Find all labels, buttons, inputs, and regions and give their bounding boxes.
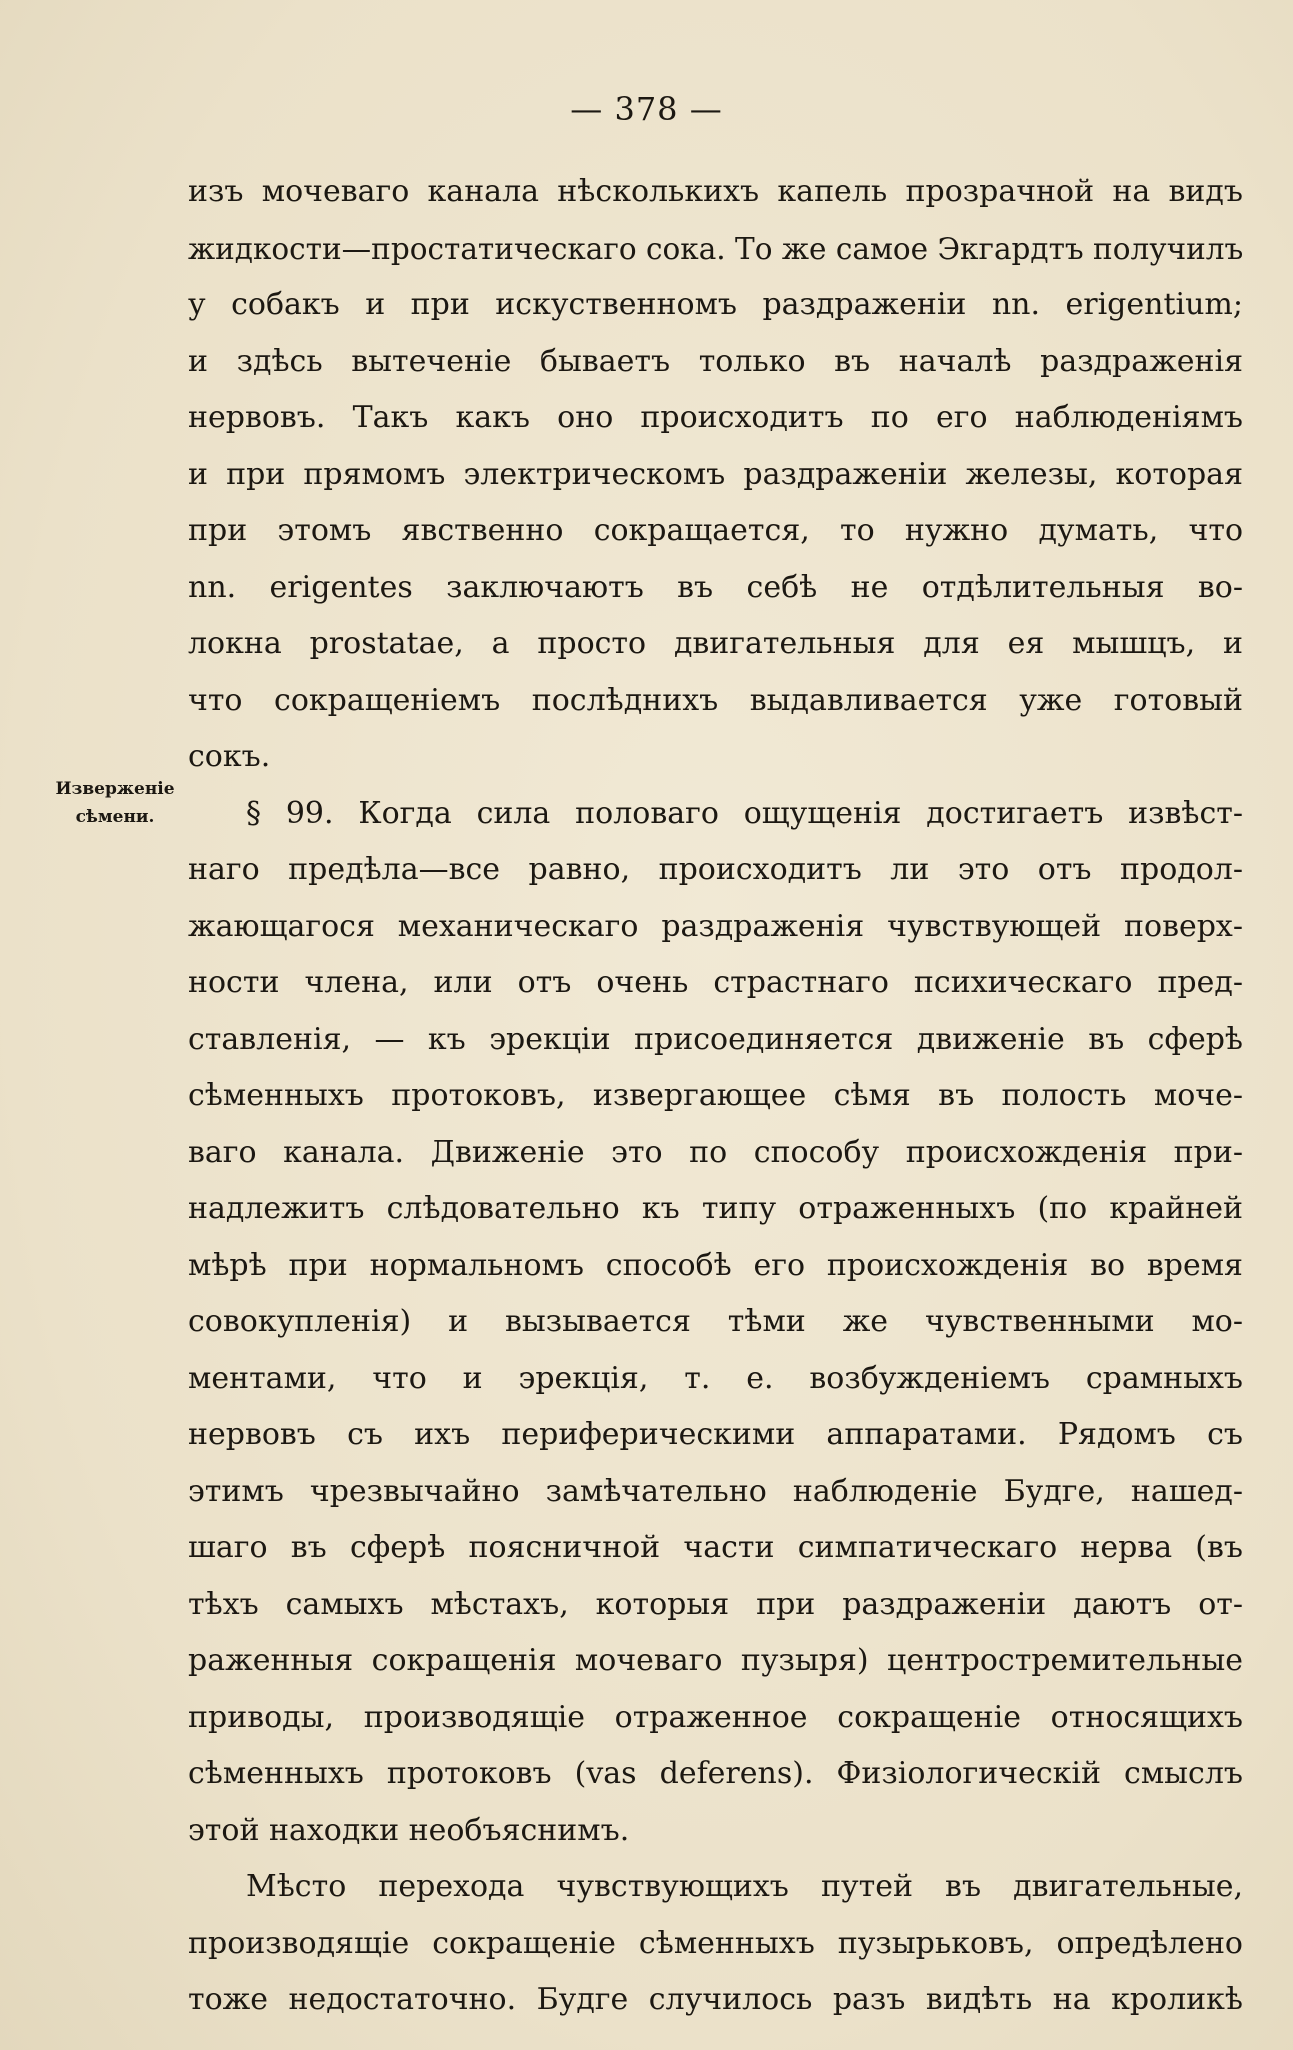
text-line: жидкости—простатическаго сока. То же самое Экгардтъ получилъ [188,231,1243,266]
text-line: наго предѣла—все равно, происходитъ ли это отъ продол- [188,852,1243,887]
margin-note-line-1: Изверженіе [55,779,175,799]
text-line: ваго канала. Движеніе это по способу происхожденія при- [188,1134,1243,1170]
text-line: приводы, производящіе отраженное сокращеніе относящихъ [188,1699,1243,1735]
text-line: ности члена, или отъ очень страстнаго психическаго пред- [188,965,1243,1000]
text-line: ментами, что и эрекція, т. е. возбужденіемъ срамныхъ [188,1360,1243,1396]
text-line: сѣменныхъ протоковъ, извергающее сѣмя въ полость моче- [188,1078,1243,1113]
text-line: при этомъ явственно сокращается, то нужно думать, что [188,513,1243,548]
paragraph-start: Мѣсто перехода чувствующихъ путей въ двигательные, [246,1869,1243,1904]
text-line: шаго въ сферѣ поясничной части симпатическаго нерва (въ [188,1530,1243,1565]
section-99-start: § 99. Когда сила половаго ощущенія достигаетъ извѣст- [246,795,1243,831]
text-line: изъ мочеваго канала нѣсколькихъ капель прозрачной на видъ [188,174,1243,209]
page-number: — 378 — [570,90,723,128]
text-line: нервовъ съ ихъ периферическими аппаратами. Рядомъ съ [188,1417,1243,1452]
text-line: что сокращеніемъ послѣднихъ выдавливается уже готовый [188,682,1243,718]
text-line: нервовъ. Такъ какъ оно происходитъ по его наблюденіямъ [188,400,1243,435]
text-line: производящіе сокращеніе сѣменныхъ пузырьковъ, опредѣлено [188,1925,1243,1961]
text-line: надлежитъ слѣдовательно къ типу отраженныхъ (по крайней [188,1191,1243,1226]
text-line: и при прямомъ электрическомъ раздраженіи железы, которая [188,456,1243,492]
text-line: мѣрѣ при нормальномъ способѣ его происхожденія во время [188,1247,1243,1283]
margin-note [50,775,180,831]
text-line: nn. erigentes заключаютъ въ себѣ не отдѣлительныя во- [188,569,1243,605]
text-line: этой находки необъяснимъ. [188,1812,630,1848]
text-line: жающагося механическаго раздраженія чувствующей поверх- [188,908,1243,944]
text-line: ставленія, — къ эрекціи присоединяется движеніе въ сферѣ [188,1021,1243,1057]
margin-note-line-2: сѣмени. [75,807,155,827]
body-text [188,164,1243,2029]
text-line: и здѣсь вытеченіе бываетъ только въ началѣ раздраженія [188,343,1243,379]
text-line: у собакъ и при искуственномъ раздраженіи nn. erigentium; [188,287,1243,322]
text-line: сокъ. [188,739,271,774]
text-line: раженныя сокращенія мочеваго пузыря) центростремительные [188,1643,1243,1678]
text-line: сѣменныхъ протоковъ (vas deferens). Физіологическій смыслъ [188,1756,1243,1791]
text-line: этимъ чрезвычайно замѣчательно наблюденіе Будге, нашед- [188,1473,1243,1509]
text-line: совокупленія) и вызывается тѣми же чувственными мо- [188,1304,1243,1339]
text-line: тоже недостаточно. Будге случилось разъ видѣть на кроликѣ [188,1982,1243,2017]
text-line: тѣхъ самыхъ мѣстахъ, которыя при раздраженіи даютъ от- [188,1586,1243,1622]
text-line: локна prostatae, а просто двигательныя для ея мышцъ, и [188,626,1243,661]
